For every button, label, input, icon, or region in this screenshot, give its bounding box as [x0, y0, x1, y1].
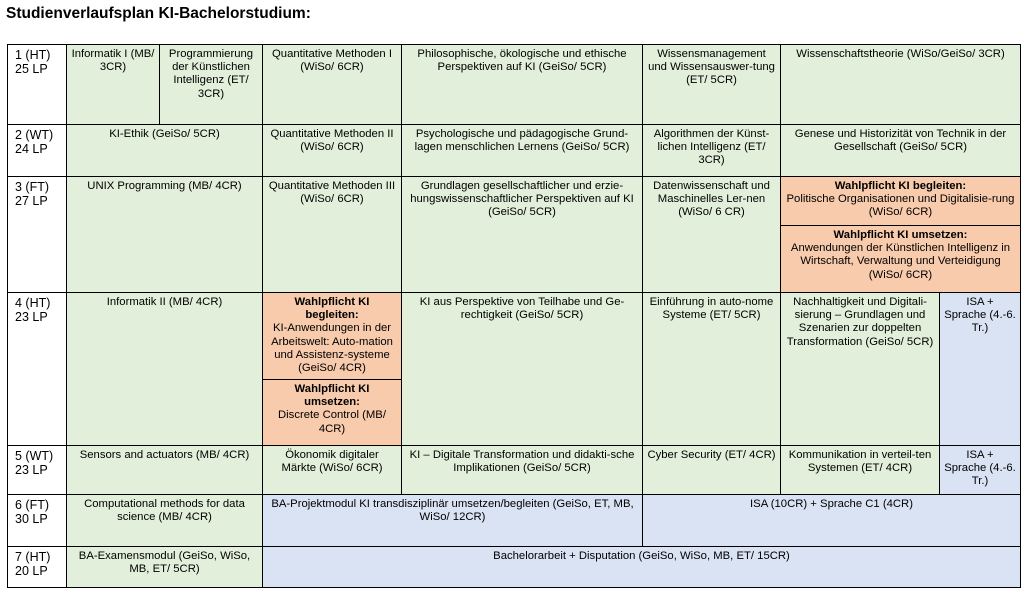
semester-label: 5 (WT)	[15, 449, 54, 463]
elective-text: Politische Organisationen und Digitalisie-rung (WiSo/ 6CR)	[786, 193, 1015, 219]
module-programmierung-ki: Programmierung der Künstlichen Intelligenz (ET/ 3CR)	[159, 44, 263, 125]
module-isa-sprache-4: ISA + Sprache (4.-6. Tr.)	[939, 292, 1021, 446]
elective-heading: Wahlpflicht KI umsetzen:	[833, 229, 968, 241]
semester-lp: 27 LP	[15, 194, 48, 208]
elective-text: Anwendungen der Künstlichen Intelligenz in Wirtschaft, Verwaltung und Verteidigung (WiSo/ 6CR)	[790, 242, 1011, 281]
semester-5-cell	[7, 445, 67, 495]
semester-1-cell	[7, 44, 67, 125]
semester-lp: 20 LP	[15, 564, 48, 578]
module-isa-sprache-5: ISA + Sprache (4.-6. Tr.)	[939, 445, 1021, 495]
semester-label: 4 (HT)	[15, 296, 51, 310]
module-ki-ethik: KI-Ethik (GeiSo/ 5CR)	[66, 124, 263, 177]
module-wahlpflicht-umsetzen-anwendungen	[780, 225, 1021, 293]
elective-text: Discrete Control (MB/ 4CR)	[278, 409, 386, 435]
semester-7-cell	[7, 546, 67, 588]
module-quantitative-methoden-1: Quantitative Methoden I (WiSo/ 6CR)	[262, 44, 402, 125]
module-nachhaltigkeit-digitalisierung: Nachhaltigkeit und Digitali-sierung – Grundlagen und Szenarien zur doppelten Transformation (GeiSo/ 5CR)	[780, 292, 940, 446]
semester-3-cell	[7, 176, 67, 293]
module-kommunikation-verteilte-systeme: Kommunikation in verteil-ten Systemen (ET/ 4CR)	[780, 445, 940, 495]
module-ba-examensmodul: BA-Examensmodul (GeiSo, WiSo, MB, ET/ 5CR)	[66, 546, 263, 588]
module-informatik-1: Informatik I (MB/ 3CR)	[66, 44, 160, 125]
module-autonome-systeme: Einführung in auto-nome Systeme (ET/ 5CR)	[642, 292, 781, 446]
semester-4-cell	[7, 292, 67, 446]
module-quantitative-methoden-2: Quantitative Methoden II (WiSo/ 6CR)	[262, 124, 402, 177]
module-cyber-security: Cyber Security (ET/ 4CR)	[642, 445, 781, 495]
semester-lp: 25 LP	[15, 62, 48, 76]
module-wahlpflicht-begleiten-arbeitswelt	[262, 292, 402, 380]
page-title: Studienverlaufsplan KI-Bachelorstudium:	[6, 5, 311, 22]
semester-lp: 24 LP	[15, 142, 48, 156]
module-quantitative-methoden-3: Quantitative Methoden III (WiSo/ 6CR)	[262, 176, 402, 293]
semester-label: 2 (WT)	[15, 128, 54, 142]
module-philosophische-perspektiven: Philosophische, ökologische und ethische Perspektiven auf KI (GeiSo/ 5CR)	[401, 44, 643, 125]
semester-6-cell	[7, 494, 67, 547]
elective-heading: Wahlpflicht KI umsetzen:	[294, 383, 370, 409]
module-wissenschaftstheorie: Wissenschaftstheorie (WiSo/GeiSo/ 3CR)	[780, 44, 1021, 125]
module-wahlpflicht-begleiten-politische-organisationen	[780, 176, 1021, 226]
elective-heading: Wahlpflicht KI begleiten:	[294, 296, 370, 322]
semester-lp: 30 LP	[15, 512, 48, 526]
module-sensors-actuators: Sensors and actuators (MB/ 4CR)	[66, 445, 263, 495]
module-isa-sprache-c1: ISA (10CR) + Sprache C1 (4CR)	[642, 494, 1021, 547]
module-informatik-2: Informatik II (MB/ 4CR)	[66, 292, 263, 446]
semester-lp: 23 LP	[15, 310, 48, 324]
module-genese-technik: Genese und Historizität von Technik in der Gesellschaft (GeiSo/ 5CR)	[780, 124, 1021, 177]
module-oekonomik-maerkte: Ökonomik digitaler Märkte (WiSo/ 6CR)	[262, 445, 402, 495]
module-wahlpflicht-umsetzen-discrete-control	[262, 379, 402, 446]
elective-heading: Wahlpflicht KI begleiten:	[834, 180, 967, 192]
semester-label: 1 (HT)	[15, 48, 51, 62]
semester-2-cell	[7, 124, 67, 177]
module-grundlagen-perspektiven: Grundlagen gesellschaftlicher und erzie-hungswissenschaftlicher Perspektiven auf KI (GeiSo/ 5CR)	[401, 176, 643, 293]
semester-label: 7 (HT)	[15, 550, 51, 564]
module-psychologische-grundlagen: Psychologische und pädagogische Grund-lagen menschlichen Lernens (GeiSo/ 5CR)	[401, 124, 643, 177]
module-computational-methods: Computational methods for data science (MB/ 4CR)	[66, 494, 263, 547]
module-ba-projektmodul: BA-Projektmodul KI transdisziplinär umsetzen/begleiten (GeiSo, ET, MB, WiSo/ 12CR)	[262, 494, 643, 547]
module-datenwissenschaft: Datenwissenschaft und Maschinelles Ler-nen (WiSo/ 6 CR)	[642, 176, 781, 293]
semester-lp: 23 LP	[15, 463, 48, 477]
module-wissensmanagement: Wissensmanagement und Wissensauswer-tung (ET/ 5CR)	[642, 44, 781, 125]
module-unix-programming: UNIX Programming (MB/ 4CR)	[66, 176, 263, 293]
semester-label: 6 (FT)	[15, 498, 50, 512]
elective-text: KI-Anwendungen in der Arbeitswelt: Auto-mation und Assistenz-systeme (GeiSo/ 4CR)	[271, 322, 393, 375]
module-algorithmen-ki: Algorithmen der Künst-lichen Intelligenz (ET/ 3CR)	[642, 124, 781, 177]
module-teilhabe-gerechtigkeit: KI aus Perspektive von Teilhabe und Ge-rechtigkeit (GeiSo/ 5CR)	[401, 292, 643, 446]
module-bachelorarbeit: Bachelorarbeit + Disputation (GeiSo, WiSo, MB, ET/ 15CR)	[262, 546, 1021, 588]
module-digitale-transformation: KI – Digitale Transformation und didakti-sche Implikationen (GeiSo/ 5CR)	[401, 445, 643, 495]
semester-label: 3 (FT)	[15, 180, 50, 194]
